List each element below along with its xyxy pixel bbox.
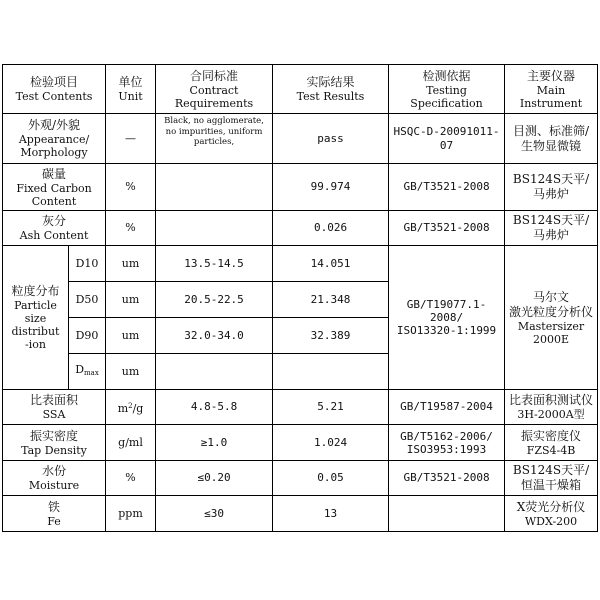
d90-requirement: 32.0-34.0 [156,318,273,354]
table-row-d10 [3,246,598,282]
dmax-label [69,354,106,390]
tap-density-unit: g/ml [106,425,156,461]
psd-spec [389,246,505,390]
tap-density-spec1: GB/T5162-2006/ [400,429,493,443]
fixed-carbon-unit: % [106,164,156,211]
header-unit [106,65,156,114]
header-req-en2: Requirements [174,96,254,110]
appearance-instrument [505,114,598,164]
ssa-unit [106,390,156,425]
psd-name-cn: 粒度分布 [11,284,60,298]
tap-density-name-en: Tap Density [21,443,87,457]
fe-instr1: X荧光分析仪 [516,499,586,514]
report-container [2,64,598,532]
fixed-carbon-result: 99.974 [273,164,389,211]
d90-unit: um [106,318,156,354]
d10-result: 14.051 [273,246,389,282]
ssa-instrument [505,390,598,425]
header-item-en: Test Contents [15,90,93,103]
moisture-requirement: ≤0.20 [156,461,273,496]
moisture-unit: % [106,461,156,496]
appearance-name-cn: 外观/外貌 [27,118,81,132]
d50-label: D50 [69,282,106,318]
ssa-unit-tail: /g [132,401,144,415]
ssa-result: 5.21 [273,390,389,425]
header-spec-en2: Specification [410,96,483,110]
moisture-instr1: BS124S天平/ [512,463,590,477]
fixed-carbon-name-en1: Fixed Carbon [16,181,92,195]
psd-name-en3: distribut [11,325,60,338]
ssa-instr2: 3H-2000A型 [517,408,585,421]
psd-name-en1: Particle [14,299,57,312]
table-row-ssa [3,390,598,425]
tap-density-spec [389,425,505,461]
fe-name-cn: 铁 [48,499,61,514]
fixed-carbon-name-cn: 碳量 [42,166,67,181]
table-row-fe [3,496,598,532]
fixed-carbon-spec: GB/T3521-2008 [389,164,505,211]
appearance-name-en2: Morphology [20,146,88,159]
dmax-requirement [156,354,273,390]
ssa-name [3,390,106,425]
ash-unit: % [106,211,156,246]
appearance-result: pass [273,114,389,164]
table-row-tap-density [3,425,598,461]
moisture-instrument [505,461,598,496]
ssa-unit-sup: 2 [128,401,133,410]
table-row-fixed-carbon [3,164,598,211]
fe-name-en: Fe [47,514,61,528]
fixed-carbon-instr1: BS124S天平/ [512,172,590,186]
header-spec-cn: 检测依据 [422,68,471,83]
ash-name [3,211,106,246]
ash-instr2: 马弗炉 [533,228,570,242]
ssa-instr1: 比表面积测试仪 [509,393,594,407]
fixed-carbon-instrument [505,164,598,211]
psd-instrument [505,246,598,390]
d50-result: 21.348 [273,282,389,318]
appearance-unit: — [106,114,156,164]
psd-instr4: 2000E [533,332,570,346]
appearance-spec: HSQC-D-20091011-07 [389,114,505,164]
fixed-carbon-requirement [156,164,273,211]
psd-instr1: 马尔文 [533,289,570,304]
psd-name [3,246,69,390]
header-row [3,65,598,114]
appearance-name-en1: Appearance/ [18,133,90,146]
ssa-requirement: 4.8-5.8 [156,390,273,425]
dmax-label-sub: max [84,369,99,377]
header-result-cn: 实际结果 [306,75,355,89]
fe-unit: ppm [106,496,156,532]
header-result-en: Test Results [296,90,365,103]
fe-spec [389,496,505,532]
psd-spec2: ISO13320-1:1999 [396,324,497,337]
table-row-appearance [3,114,598,164]
table-row-moisture [3,461,598,496]
fixed-carbon-name-en2: Content [31,194,77,208]
tap-density-instr2: FZS4-4B [526,443,576,457]
psd-instr2: 激光粒度分析仪 [509,304,594,319]
ash-name-cn: 灰分 [42,214,67,228]
psd-name-en2: size [24,312,47,325]
ssa-spec: GB/T19587-2004 [389,390,505,425]
header-instr-en1: Main [536,83,566,97]
header-testing-specification [389,65,505,114]
appearance-name [3,114,106,164]
d10-unit: um [106,246,156,282]
fe-name [3,496,106,532]
fe-result: 13 [273,496,389,532]
psd-spec1: GB/T19077.1-2008/ [406,298,487,324]
ash-requirement [156,211,273,246]
tap-density-result: 1.024 [273,425,389,461]
moisture-spec: GB/T3521-2008 [389,461,505,496]
ash-result: 0.026 [273,211,389,246]
d50-unit: um [106,282,156,318]
moisture-name [3,461,106,496]
fe-requirement: ≤30 [156,496,273,532]
fixed-carbon-instr2: 马弗炉 [533,187,570,201]
moisture-name-en: Moisture [28,479,80,492]
tap-density-name [3,425,106,461]
header-item-cn: 检验项目 [30,75,79,89]
appearance-requirement-text: Black, no agglomerate, no impurities, uniform particles, [164,116,264,147]
header-spec-en1: Testing [426,83,467,97]
tap-density-spec2: ISO3953:1993 [406,442,487,456]
ssa-name-en: SSA [42,408,66,421]
d90-label: D90 [69,318,106,354]
header-unit-cn: 单位 [118,75,143,89]
dmax-label-main: D [75,363,85,376]
appearance-instr1: 目测、标准筛/ [512,123,590,138]
tap-density-name-cn: 振实密度 [30,428,79,443]
ash-instrument [505,211,598,246]
header-instr-en2: Instrument [519,96,583,110]
tap-density-requirement: ≥1.0 [156,425,273,461]
header-instr-cn: 主要仪器 [527,68,576,83]
test-report-table [2,64,598,532]
d90-result: 32.389 [273,318,389,354]
appearance-requirement [156,114,273,164]
ash-name-en: Ash Content [19,229,89,242]
dmax-unit: um [106,354,156,390]
table-row-ash [3,211,598,246]
moisture-result: 0.05 [273,461,389,496]
ssa-unit-base: m [117,401,129,415]
tap-density-instrument [505,425,598,461]
d10-label: D10 [69,246,106,282]
header-unit-en: Unit [118,90,143,103]
d10-requirement: 13.5-14.5 [156,246,273,282]
psd-name-en4: -ion [25,338,46,351]
header-test-contents [3,65,106,114]
fixed-carbon-name [3,164,106,211]
ssa-name-cn: 比表面积 [30,393,79,407]
ash-spec: GB/T3521-2008 [389,211,505,246]
header-req-cn: 合同标准 [190,68,239,83]
d50-requirement: 20.5-22.5 [156,282,273,318]
ash-instr1: BS124S天平/ [512,213,590,227]
tap-density-instr1: 振实密度仪 [521,428,582,443]
psd-instr3: Mastersizer [517,319,585,333]
header-test-results [273,65,389,114]
header-contract-requirements [156,65,273,114]
moisture-instr2: 恒温干燥箱 [521,478,582,492]
fe-instr2: WDX-200 [524,514,578,528]
moisture-name-cn: 水份 [42,464,67,478]
header-req-en1: Contract [189,83,239,97]
fe-instrument [505,496,598,532]
header-main-instrument [505,65,598,114]
dmax-result [273,354,389,390]
appearance-instr2: 生物显微镜 [521,138,582,153]
